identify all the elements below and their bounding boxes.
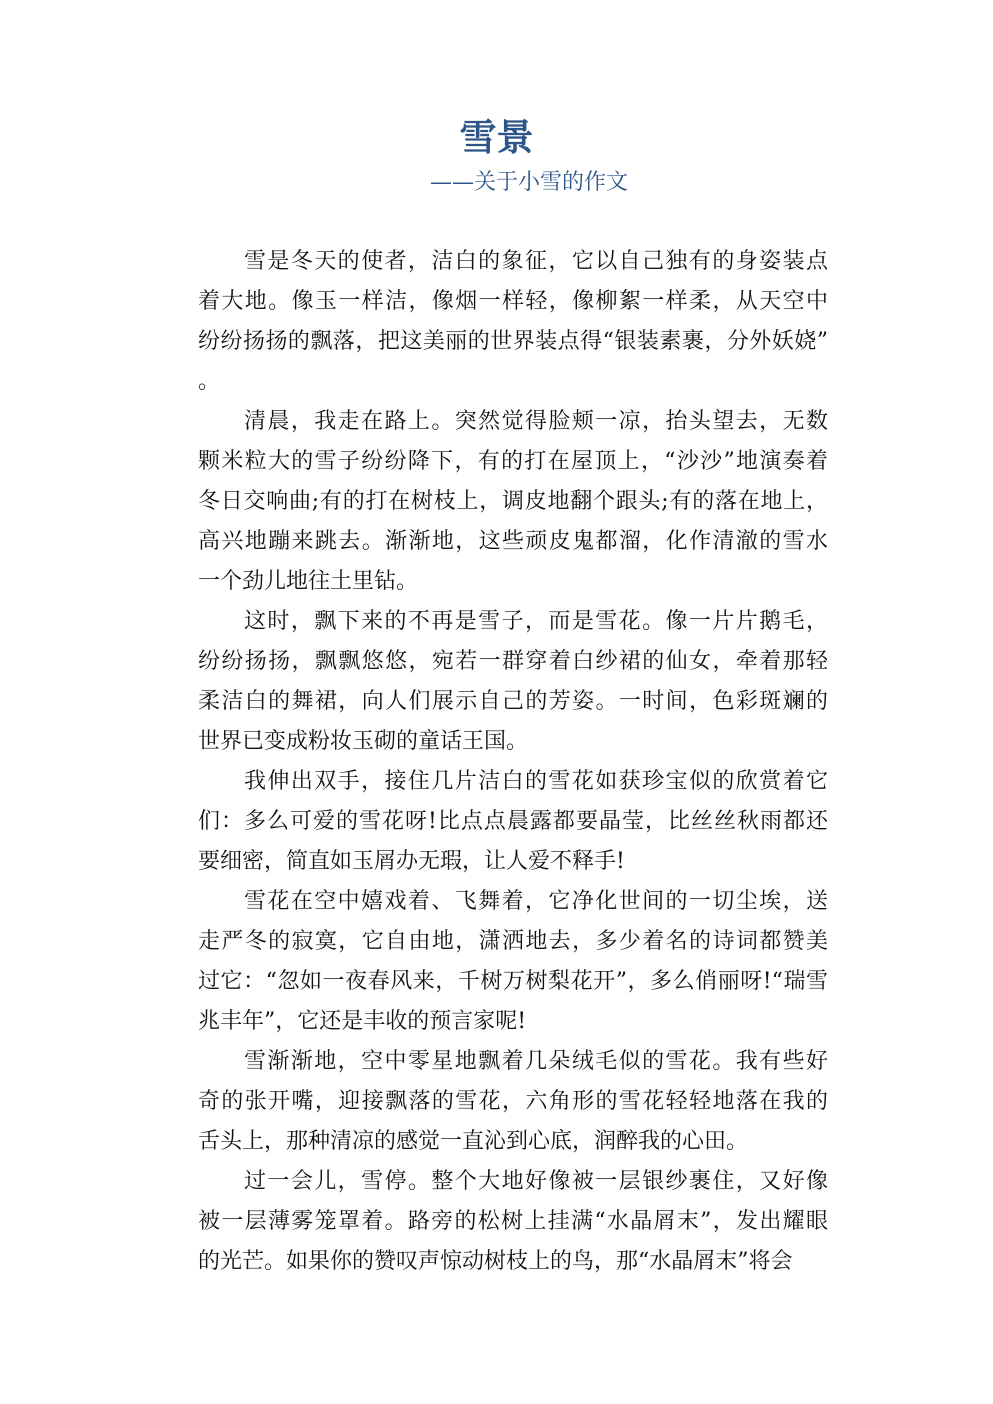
essay-paragraph: [198, 602, 828, 762]
essay-line: 雪花在空中嬉戏着、飞舞着，它净化世间的一切尘埃，送: [244, 889, 828, 914]
essay-line: 雪是冬天的使者，洁白的象征，它以自己独有的身姿装点: [244, 249, 828, 274]
essay-line: 们：多么可爱的雪花呀!比点点晨露都要晶莹，比丝丝秋雨都还: [198, 809, 828, 834]
essay-body: [198, 242, 828, 1282]
essay-line: 高兴地蹦来跳去。渐渐地，这些顽皮鬼都溜，化作清澈的雪水: [198, 529, 828, 554]
essay-paragraph: [198, 242, 828, 402]
essay-line: 冬日交响曲;有的打在树枝上，调皮地翻个跟头;有的落在地上，: [198, 489, 828, 514]
essay-line: 我伸出双手，接住几片洁白的雪花如获珍宝似的欣赏着它: [244, 769, 828, 794]
essay-line: 过一会儿，雪停。整个大地好像被一层银纱裹住，又好像: [244, 1169, 828, 1194]
essay-line: 走严冬的寂寞，它自由地，潇洒地去，多少着名的诗词都赞美: [198, 929, 828, 954]
essay-line: 舌头上，那种清凉的感觉一直沁到心底，润醉我的心田。: [198, 1129, 749, 1154]
essay-paragraph: [198, 1162, 828, 1282]
essay-line: 要细密，简直如玉屑办无瑕，让人爱不释手!: [198, 849, 625, 874]
essay-line: 着大地。像玉一样洁，像烟一样轻，像柳絮一样柔，从天空中: [198, 289, 828, 314]
essay-paragraph: [198, 402, 828, 602]
essay-line: 柔洁白的舞裙，向人们展示自己的芳姿。一时间，色彩斑斓的: [198, 689, 828, 714]
essay-paragraph: [198, 882, 828, 1042]
essay-paragraph: [198, 762, 828, 882]
essay-line: 兆丰年”，它还是丰收的预言家呢!: [198, 1009, 527, 1034]
essay-line: 。: [198, 369, 221, 394]
essay-line: 的光芒。如果你的赞叹声惊动树枝上的鸟，那“水晶屑末”将会: [198, 1249, 793, 1274]
essay-line: 奇的张开嘴，迎接飘落的雪花，六角形的雪花轻轻地落在我的: [198, 1089, 828, 1114]
essay-line: 一个劲儿地往土里钻。: [198, 569, 419, 594]
essay-line: 被一层薄雾笼罩着。路旁的松树上挂满“水晶屑末”，发出耀眼: [198, 1209, 828, 1234]
essay-line: 雪渐渐地，空中零星地飘着几朵绒毛似的雪花。我有些好: [244, 1049, 828, 1074]
essay-line: 纷纷扬扬，飘飘悠悠，宛若一群穿着白纱裙的仙女，牵着那轻: [198, 649, 828, 674]
essay-line: 清晨，我走在路上。突然觉得脸颊一凉，抬头望去，无数: [244, 409, 828, 434]
document-subtitle: ——关于小雪的作文: [430, 170, 629, 195]
essay-line: 颗米粒大的雪子纷纷降下，有的打在屋顶上，“沙沙”地演奏着: [198, 449, 828, 474]
essay-paragraph: [198, 1042, 828, 1162]
essay-line: 纷纷扬扬的飘落，把这美丽的世界装点得“银装素裹，分外妖娆”: [198, 329, 828, 354]
essay-line: 过它：“忽如一夜春风来，千树万树梨花开”，多么俏丽呀!“瑞雪: [198, 969, 828, 994]
essay-line: 这时，飘下来的不再是雪子，而是雪花。像一片片鹅毛，: [244, 609, 828, 634]
document-title: 雪景: [459, 116, 534, 159]
essay-line: 世界已变成粉妆玉砌的童话王国。: [198, 729, 529, 754]
